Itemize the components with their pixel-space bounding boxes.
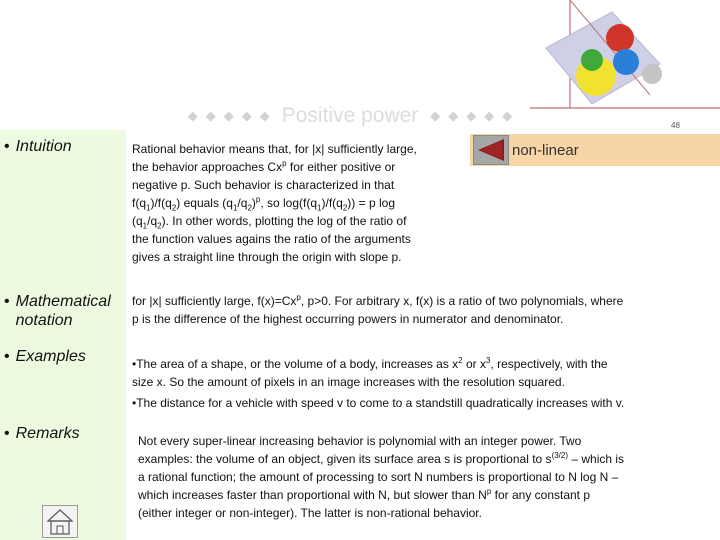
diamond-icon: ◆ bbox=[502, 108, 513, 123]
slide-title-row bbox=[165, 102, 535, 130]
diamond-icon: ◆ bbox=[448, 108, 459, 123]
nonlinear-link-label[interactable]: non-linear bbox=[512, 142, 579, 159]
slide-number: 48 bbox=[671, 121, 680, 130]
logo-graphic bbox=[520, 0, 720, 110]
bullet-notation: • Mathematical notation bbox=[4, 293, 111, 329]
diamond-icon: ◆ bbox=[241, 108, 252, 123]
diamond-icon: ◆ bbox=[223, 108, 234, 123]
examples-text: •The area of a shape, or the volume of a body, increases as $x^2$ or $x^3$, respectively, with the size x. So the amount of pixels in an image increases with the resolution squared. •The distance for a vehicle with speed v to come to a standstill quadratically increases with v. bbox=[132, 356, 625, 410]
diamond-icon: ◆ bbox=[484, 108, 495, 123]
nonlinear-link-button[interactable] bbox=[473, 135, 509, 165]
diamond-icon: ◆ bbox=[187, 108, 198, 123]
diamond-icon: ◆ bbox=[205, 108, 216, 123]
sidebar-panel bbox=[0, 130, 126, 540]
bullet-intuition: • Intuition bbox=[4, 138, 72, 155]
slide-title: Positive power bbox=[281, 104, 419, 127]
bullet-remarks: • Remarks bbox=[4, 425, 80, 442]
diamond-icon: ◆ bbox=[259, 108, 270, 123]
bullet-examples: • Examples bbox=[4, 348, 86, 365]
intuition-text: Rational behavior means that, for |x| sufficiently large, the behavior approaches Cx$^p$ for either positive or negative p. Such behavior is characterized in that $f(q_1)/f(q_2)$ equals $(q_1/q_2)^p$, so $\log(f(q_1)/f(q_2)) = p$ log $(q_1/q_2)$. In other words, plotting the log of the ratio of the function values agains the ratio of the arguments gives a straight line through the origin with slope p. bbox=[132, 142, 417, 264]
triangle-left-icon bbox=[474, 136, 508, 164]
diamond-icon: ◆ bbox=[430, 108, 441, 123]
home-icon[interactable] bbox=[42, 505, 78, 538]
notation-text: for |x| sufficiently large, $f(x)=Cx^p$, p>0. For arbitrary x, f(x) is a ratio of two polynomials, where p is the difference of the highest occurring powers in numerator and denominator. bbox=[132, 293, 624, 326]
diamond-icon: ◆ bbox=[466, 108, 477, 123]
remarks-text: Not every super-linear increasing behavior is polynomial with an integer power. Two examples: the volume of an object, given its surface area s is proportional to $s^{(3/2)}$ – which is a rational function; the amount of processing to sort N numbers is proportional to N log N – which increases faster than proportional with N, but slower than $N^p$ for any constant p (either integer or non-integer). The latter is non-rational behavior. bbox=[138, 434, 625, 520]
